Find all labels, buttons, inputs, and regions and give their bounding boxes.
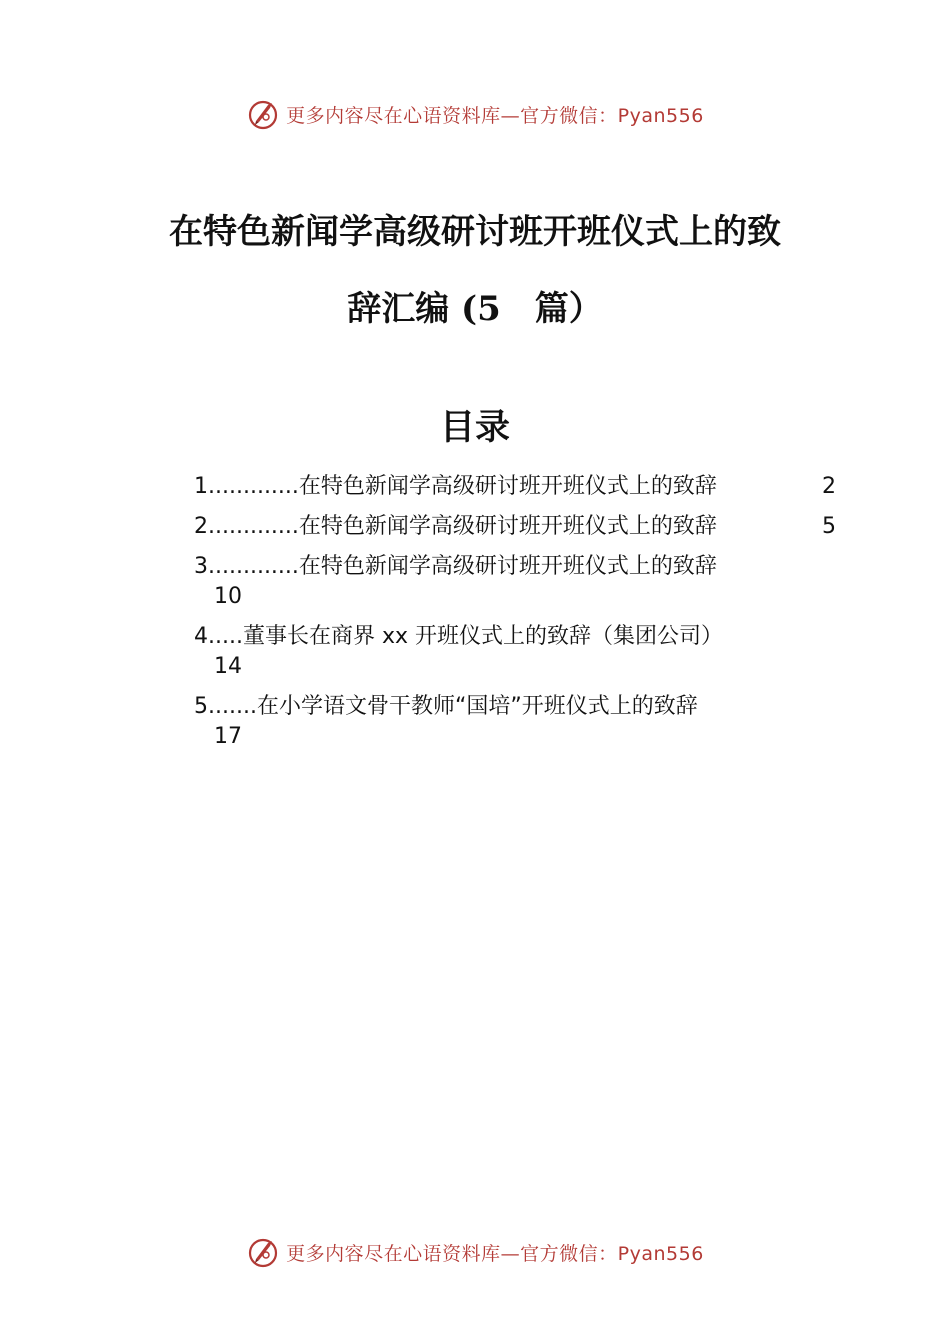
document-title-line-1: 在特色新闻学高级研讨班开班仪式上的致 [169, 212, 781, 252]
banner-label: 更多内容尽在心语资料库—官方微信： [286, 1242, 618, 1265]
toc-page-number: 10 [214, 584, 242, 609]
toc-entry-text: 3.............在特色新闻学高级研讨班开班仪式上的致辞 [194, 554, 717, 579]
banner-text [286, 101, 704, 128]
toc-heading: 目录 [439, 407, 510, 448]
toc-entry-text: 5.......在小学语文骨干教师“国培”开班仪式上的致辞 [194, 694, 698, 719]
toc-item[interactable] [194, 622, 844, 682]
toc-entry-text: 2.............在特色新闻学高级研讨班开班仪式上的致辞 [194, 514, 717, 539]
wechat-id: Pyan556 [617, 104, 704, 127]
toc-entry-text: 1.............在特色新闻学高级研讨班开班仪式上的致辞 [194, 474, 717, 499]
wechat-id: Pyan556 [617, 1242, 704, 1265]
table-of-contents [194, 472, 844, 762]
banner-text [286, 1239, 704, 1266]
toc-item[interactable] [194, 512, 844, 542]
banner-label: 更多内容尽在心语资料库—官方微信： [286, 104, 618, 127]
toc-item[interactable] [194, 472, 844, 502]
toc-entry-text: 4.....董事长在商界 xx 开班仪式上的致辞（集团公司） [194, 624, 723, 649]
document-title-line-2: 辞汇编 (5 篇） [347, 289, 603, 329]
toc-page-number: 2 [822, 474, 836, 499]
quill-pen-logo-icon [246, 97, 280, 131]
toc-page-number: 17 [214, 724, 242, 749]
toc-page-number: 5 [822, 514, 836, 539]
toc-item[interactable] [194, 552, 844, 612]
footer-banner [0, 1232, 950, 1272]
header-banner [0, 94, 950, 134]
quill-pen-logo-icon [246, 1235, 280, 1269]
toc-page-number: 14 [214, 654, 242, 679]
toc-item[interactable] [194, 692, 844, 752]
